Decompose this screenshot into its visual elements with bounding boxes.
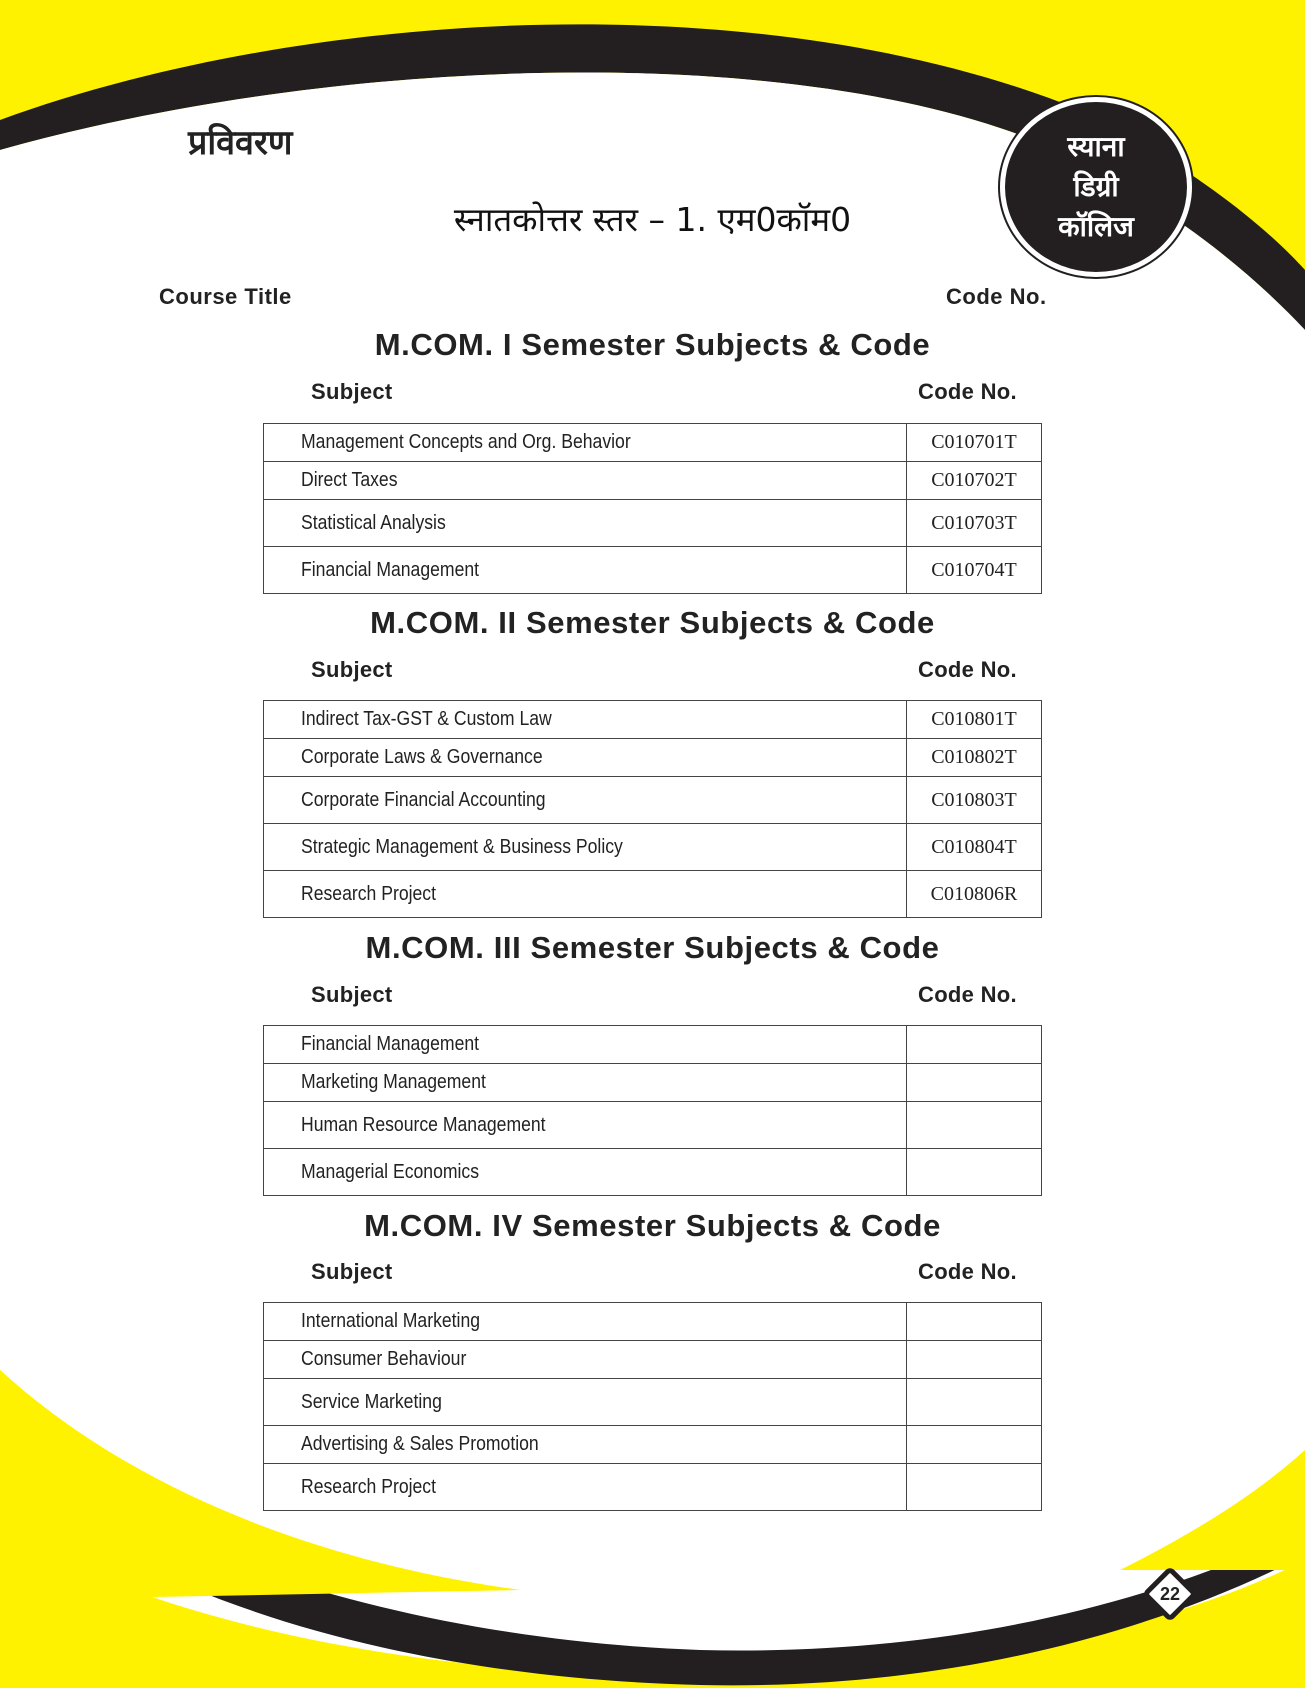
subject-name: Marketing Management (301, 1071, 486, 1093)
subject-name: Corporate Financial Accounting (301, 788, 546, 811)
table-row (264, 1303, 1042, 1341)
subject-code (907, 1064, 1042, 1102)
page-number-badge (1144, 1568, 1196, 1620)
subject-code: C010806R (907, 871, 1042, 918)
subject-name: Statistical Analysis (301, 511, 446, 534)
semester-3-table (263, 1025, 1042, 1196)
semester-4-subject-label: Subject (311, 1259, 393, 1284)
subject-name: Strategic Management & Business Policy (301, 835, 623, 858)
subject-name: Consumer Behaviour (301, 1348, 467, 1370)
subject-code: C010701T (907, 424, 1042, 462)
semester-3-subject-label: Subject (311, 982, 393, 1007)
subject-code (907, 1379, 1042, 1426)
subject-name: Corporate Laws & Governance (301, 746, 543, 768)
subject-code (907, 1303, 1042, 1341)
subject-name: Research Project (301, 882, 436, 905)
table-row (264, 739, 1042, 777)
table-row (264, 1026, 1042, 1064)
semester-3-code-label: Code No. (918, 982, 1017, 1007)
subject-code: C010804T (907, 824, 1042, 871)
semester-2-code-label: Code No. (918, 657, 1017, 682)
table-row (264, 871, 1042, 918)
subject-name: International Marketing (301, 1310, 481, 1332)
table-row (264, 1464, 1042, 1511)
table-row (264, 701, 1042, 739)
subject-code: C010703T (907, 500, 1042, 547)
subject-code (907, 1026, 1042, 1064)
subject-name: Managerial Economics (301, 1160, 480, 1183)
table-row (264, 462, 1042, 500)
badge-line-2: डिग्री (1073, 170, 1119, 203)
semester-4-code-label: Code No. (918, 1259, 1017, 1284)
table-row (264, 1064, 1042, 1102)
subject-name: Service Marketing (301, 1390, 442, 1413)
badge-line-1: स्याना (1067, 130, 1125, 163)
semester-2-subject-label: Subject (311, 657, 393, 682)
subject-code: C010803T (907, 777, 1042, 824)
badge-line-3: कॉलिज (1058, 210, 1134, 243)
page-title-text: स्नातकोत्तर स्तर – 1. एम0कॉम0 (453, 200, 852, 239)
semester-2-table (263, 700, 1042, 918)
subject-code: C010702T (907, 462, 1042, 500)
table-row (264, 1341, 1042, 1379)
table-row (264, 424, 1042, 462)
semester-1-subject-label: Subject (311, 379, 393, 404)
subject-name: Advertising & Sales Promotion (301, 1433, 539, 1455)
semester-1-table (263, 423, 1042, 594)
table-row (264, 1426, 1042, 1464)
subject-name: Management Concepts and Org. Behavior (301, 431, 631, 453)
subject-name: Financial Management (301, 1033, 480, 1055)
code-no-header: Code No. (946, 284, 1047, 309)
subject-name: Financial Management (301, 558, 480, 581)
semester-1-code-label: Code No. (918, 379, 1017, 404)
subject-name: Human Resource Management (301, 1113, 546, 1136)
subject-name: Direct Taxes (301, 469, 398, 491)
table-row (264, 500, 1042, 547)
subject-name: Research Project (301, 1475, 436, 1498)
semester-4-title: M.COM. IV Semester Subjects & Code (364, 1208, 941, 1243)
table-row (264, 1379, 1042, 1426)
subject-code: C010704T (907, 547, 1042, 594)
subject-code (907, 1426, 1042, 1464)
subject-code: C010802T (907, 739, 1042, 777)
subject-code (907, 1102, 1042, 1149)
page-number: 22 (1159, 1584, 1181, 1604)
semester-2-title: M.COM. II Semester Subjects & Code (370, 605, 935, 640)
table-row (264, 547, 1042, 594)
semester-1-title: M.COM. I Semester Subjects & Code (374, 327, 931, 362)
subject-code (907, 1149, 1042, 1196)
table-row (264, 1149, 1042, 1196)
subject-name: Indirect Tax-GST & Custom Law (301, 708, 552, 730)
course-title-header: Course Title (159, 284, 292, 309)
table-row (264, 777, 1042, 824)
semester-4-table (263, 1302, 1042, 1511)
table-row (264, 1102, 1042, 1149)
semester-3-title: M.COM. III Semester Subjects & Code (365, 930, 940, 965)
subject-code (907, 1464, 1042, 1511)
page-label-hindi: प्रविवरण (188, 123, 293, 163)
subject-code: C010801T (907, 701, 1042, 739)
subject-code (907, 1341, 1042, 1379)
table-row (264, 824, 1042, 871)
college-badge (1000, 97, 1192, 277)
